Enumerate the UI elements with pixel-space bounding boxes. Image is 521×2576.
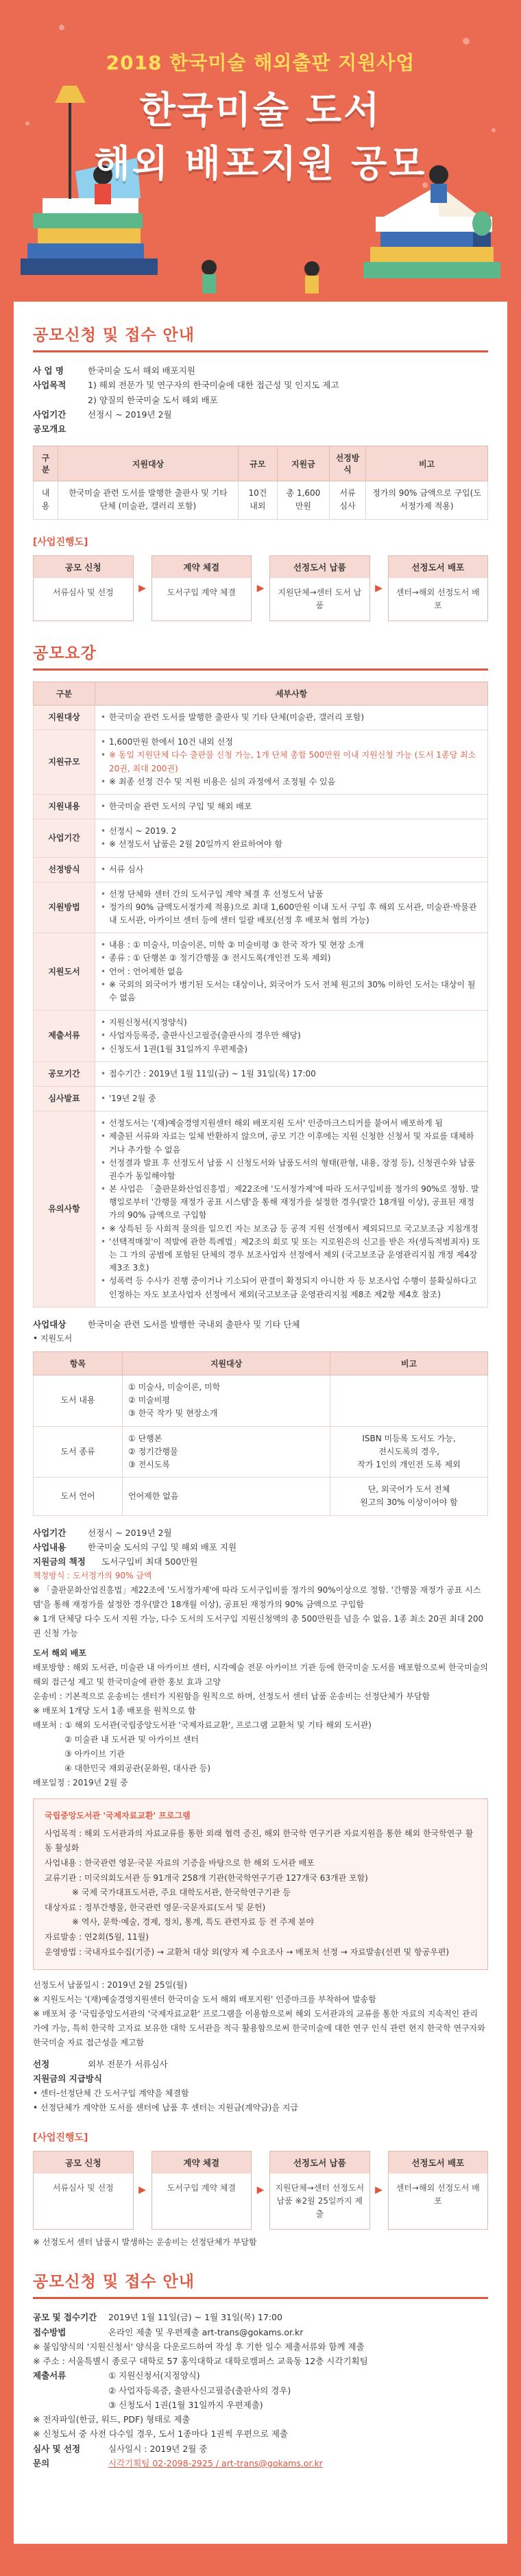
guidelines-table: 구분 세부사항 지원대상 • 한국미술 관련 도서를 발행한 출판사 및 기타 단체(미술관, 갤러리 포함) 지원규모 • 1,600만원 한에서 10건 내외 선정 • ※ 동일 지원단체 다수 출판물 신청 가능, 1개 단체 총합 500만원 이내 지원신청 가능 (도서 1종당 최소 20권, 최대 200권) • ※ 최종 선정 건수 및 지원 비용은 심의 과정에서 조정될 수 있음 지원내용 • 한국미술 관련 도서의 구입 및 해외 배포 사업기간 • 선정시 ~ 2019. 2 • ※ 선정도서 납품은 2월 20일까지 완료하여야 함 선정방식 • 서류 심사 지원방법 • 선정 단체와 센터 간의 도서구입 계약 체결 후 선정도서 납품 • 정가의 90% 금액도서정가제 적용)으로 최대 1,600만원 이내 도서 구입 후 해외 도서관, 미술관·박물관 내 도서관, 아카이브 센터 등에 센터 일괄 배포(선정 후 배포처 협의 가능) 지원도서 • 내용 : ① 미술사, 미술이론, 미학 ② 미술비평 ③ 한국 작가 및 현장 소개 • 종류 : ① 단행본 ② 정기간행물 ③ 전시도록(개인전 도록 제외) • 언어 : 언어제한 없음 • ※ 국외의 외국어가 병기된 도서는 대상이나, 외국어가 도서 전체 원고의 30% 이하인 도서는 대상이 될 수 없음 제출서류 • 지원신청서(지정양식) • 사업자등록증, 출판사신고필증(출판사의 경우만 해당) • 신청도서 1권(1월 31일까지 우편제출) 공모기간 • 접수기간 : 2019년 1월 11일(금) ~ 1월 31일(목) 17:00 심사발표 • '19년 2월 중 유의사항 • 선정도서는 '(재)예술경영지원센터 해외 배포지원 도서' 인증마크스티커를 붙여서 배포하게 됨 • 제출된 서류와 자료는 일체 반환하지 않으며, 공모 기간 이후에는 지원 신청한 신청서 및 자료를 대체하거나 추가할 수 없음 • 선정결과 발표 후 선정도서 납품 시 신청도서와 납품도서의 형태(판형, 내용, 장정 등), 신청권수와 납품권수가 동일해야함 • 본 사업은 「출판문화산업진흥법」제22조에 '도서정가제'에 따라 도서구입비를 정가의 90%로 정함. 발행일로부터 '간행물 재정가 공표 시스템'을 통해 재정가를 설정한 경우(발간 18개월 이상), 공표된 재정가의 90% 금액으로 구입함 • ※ 상특된 등 사회적 물의를 일으킨 자는 보조금 등 공적 지원 선정에서 제외되므로 국고보조금 지침개정 • '선택적매절'이 적발에 관한 특례법」제2조의 회로 및 또는 지로원은의 신고를 받은 자(생득적범죄자) 또는 그 가의 공범에 포함된 단체의 경우 보조사업자 선정에서 제외 (국고보조금 운영관리지침 개정 제4장 제3조 3호) • 성폭력 등 수사가 진행 중이거나 기소되어 판결이 확정되지 아니한 자 등 보조사업 수행이 불확실하다고 인정하는 자도 보조사업자 선정에서 제외(국고보조금 운영관리지침 제8조 제2항 제4호 참조) xyxy=(33,682,488,1308)
table-row: 도서 언어 언어제한 없음 단, 외국어가 도서 전체 원고의 30% 이상이어야 함 xyxy=(34,1478,488,1515)
arrow-right-icon: ▶ xyxy=(375,582,383,594)
budget-notes: 책정방식 : 도서정가의 90% 금액 ※ 「출판문화산업진흥법」제22조에 '도서정가제'에 따라 도서구입비를 정가의 90%이상으로 정함. '간행물 재정가 공표 시스템'을 통해 재정가를 설정한 경우(발간 18개월 이상), 공표된 재정가의 90% 금액으로 구입함 ※ 1개 단체당 다수 도서 지원 가능, 다수 도서의 도서구입 지원신청액의 총 500만원을 넘을 수 없음. 1종 최소 20권 최대 200권 신청 가능 xyxy=(33,1571,484,1639)
section1-rows xyxy=(33,363,488,436)
process-flow-2 xyxy=(33,2151,488,2230)
table-row: 선정방식 • 서류 심사 xyxy=(34,857,488,882)
row-budget: 지원금의 책정 도서구입비 최대 500만원 xyxy=(33,1556,198,1567)
row-target: 사업대상 한국미술 관련 도서를 발행한 국내외 출판사 및 기타 단체 xyxy=(33,1319,300,1329)
section-title-apply-guide: 공모신청 및 접수 안내 xyxy=(33,322,488,352)
row-payment: 지원금의 지급방식 xyxy=(33,2073,102,2084)
flow-step: 계약 체결 도서구입 계약 체결 xyxy=(152,555,252,621)
table-row: 제출서류 • 지원신청서(지정양식) • 사업자등록증, 출판사신고필증(출판사의 경우만 해당) • 신청도서 1권(1월 31일까지 우편제출) xyxy=(34,1011,488,1062)
process-flow xyxy=(33,555,488,621)
table-row: 내용 한국미술 관련 도서를 발행한 출판사 및 기타 단체 (미술관, 갤러리 포함) 10건 내외 총 1,600만원 서류 심사 정가의 90% 금액으로 구입(도서정가제 적용) xyxy=(34,481,488,519)
row-project-period: 사업기간 선정시 ~ 2019년 2월 xyxy=(33,409,172,420)
apply-details: 공모 및 접수기간 2019년 1월 11일(금) ~ 1월 31일(목) 17:00 접수방법 온라인 제출 및 우편제출 art-trans@gokams.or.kr ※ 붙임양식의 '지원신청서' 양식을 다운로드하여 작성 후 기한 일수 제출서류와 함께 제출 ※ 주소 : 서울특별시 종로구 대학로 57 홍익대학교 대학로캠퍼스 교육동 12층 시각기획팀 제출서류 ① 지원신청서(지정양식) ② 사업자등록증, 출판사신고필증(출판사의 경우) ③ 신청도서 1권(1월 31일까지 우편제출) ※ 전자파일(한글, 워드, PDF) 형태로 제출 ※ 신청도서 중 사전 다수일 경우, 도서 1종마다 1권씩 우편으로 제출 심사 및 선정 실사일시 : 2019년 2월 중 문의 시각기획팀 02-2098-2925 / art-trans@gokams.or.kr xyxy=(33,2312,368,2468)
table-row: 사업기간 • 선정시 ~ 2019. 2 • ※ 선정도서 납품은 2월 20일까지 완료하여야 함 xyxy=(34,819,488,857)
flow-note: ※ 선정도서 센터 납품시 발생하는 운송비는 선정단체가 부담함 xyxy=(33,2237,257,2248)
arrow-right-icon: ▶ xyxy=(256,2184,265,2196)
row-period2: 사업기간 선정시 ~ 2019년 2월 xyxy=(33,1527,172,1538)
hero-banner xyxy=(0,0,521,302)
row-project-purpose: 사업목적 1) 해외 전문가 및 연구자의 한국미술에 대한 접근성 및 인지도 제고 2) 양질의 한국미술 도서 해외 배포 xyxy=(33,380,339,405)
exchange-program-box: 국립중앙도서관 '국제자료교환' 프로그램 사업목적 : 해외 도서관과의 자료교류를 통한 외래 협력 증진, 해외 한국학 연구기관 자료지원을 통한 해외 한국학연구 활동 활성화 사업내용 : 한국관련 영문·국문 자료의 기증을 바탕으로 한 해외 도서관 배포 교류기관 : 미국의회도서관 등 91개국 258개 기관(한국학연구기관 127개국 63개관 포함) ※ 국제 국가대표도서관, 주요 대학도서관, 한국학연구기관 등 대상자료 : 정부간행물, 한국관련 영문·국문자료(도서 및 문헌) ※ 역사, 문학·예술, 경제, 정치, 통계, 특도 관련자료 등 전 주제 분야 자료발송 : 연2회(5월, 11월) 운영방법 : 국내자료수집(기증) → 교환처 대상 외(양자 제 수요조사 → 배포처 선정 → 자료발송(선편 및 항공우편) xyxy=(33,1798,488,1970)
flow-title-2: [사업진행도] xyxy=(33,2132,88,2143)
table-row: 지원방법 • 선정 단체와 센터 간의 도서구입 계약 체결 후 선정도서 납품 • 정가의 90% 금액도서정가제 적용)으로 최대 1,600만원 이내 도서 구입 후 해외 도서관, 미술관·박물관 내 도서관, 아카이브 센터 등에 센터 일괄 배포(선정 후 배포처 협의 가능) xyxy=(34,882,488,933)
table-row: 유의사항 • 선정도서는 '(재)예술경영지원센터 해외 배포지원 도서' 인증마크스티커를 붙여서 배포하게 됨 • 제출된 서류와 자료는 일체 반환하지 않으며, 공모 기간 이후에는 지원 신청한 신청서 및 자료를 대체하거나 추가할 수 없음 • 선정결과 발표 후 선정도서 납품 시 신청도서와 납품도서의 형태(판형, 내용, 장정 등), 신청권수와 납품권수가 동일해야함 • 본 사업은 「출판문화산업진흥법」제22조에 '도서정가제'에 따라 도서구입비를 정가의 90%로 정함. 발행일로부터 '간행물 재정가 공표 시스템'을 통해 재정가를 설정한 경우(발간 18개월 이상), 공표된 재정가의 90% 금액으로 구입함 • ※ 상특된 등 사회적 물의를 일으킨 자는 보조금 등 공적 지원 선정에서 제외되므로 국고보조금 지침개정 • '선택적매절'이 적발에 관한 특례법」제2조의 회로 및 또는 지로원은의 신고를 받은 자(생득적범죄자) 또는 그 가의 공범에 포함된 단체의 경우 보조사업자 선정에서 제외 (국고보조금 운영관리지침 개정 제4장 제3조 3호) • 성폭력 등 수사가 진행 중이거나 기소되어 판결이 확정되지 아니한 자 등 보조사업 수행이 불확실하다고 인정하는 자도 보조사업자 선정에서 제외(국고보조금 운영관리지침 제8조 제2항 제4호 참조) xyxy=(34,1111,488,1308)
flow-step: 공모 신청 서류심사 및 선정 xyxy=(33,555,134,621)
overview-table: 구분 지원대상 규모 지원금 선정방식 비고 내용 한국미술 관련 도서를 발행한 출판사 및 기타 단체 (미술관, 갤러리 포함) 10건 내외 총 1,600만원 서류 심사 정가의 90% 금액으로 구입(도서정가제 적용) xyxy=(33,446,488,519)
flow-step: 선정도서 납품 지원단체→센터 도서 납품 xyxy=(269,555,370,621)
flow-step: 선정도서 납품 지원단체→센터 선정도서 납품 ※2월 25일까지 제출 xyxy=(269,2151,370,2230)
table-row: 공모기간 • 접수기간 : 2019년 1월 11일(금) ~ 1월 31일(목) 17:00 xyxy=(34,1061,488,1086)
hero-title-line2: 해외 배포지원 공모 xyxy=(94,142,427,185)
table-row: 지원내용 • 한국미술 관련 도서의 구입 및 해외 배포 xyxy=(34,794,488,819)
sub-title-books: • 지원도서 xyxy=(33,1334,73,1343)
flow-title: [사업진행도] xyxy=(33,536,88,548)
plant-icon xyxy=(472,211,492,247)
contact-link[interactable]: 시각기획팀 02-2098-2925 / art-trans@gokams.or.kr xyxy=(108,2457,323,2468)
arrow-right-icon: ▶ xyxy=(138,2184,146,2196)
row-selection: 선정 외부 전문가 서류심사 xyxy=(33,2059,168,2070)
arrow-right-icon: ▶ xyxy=(256,582,265,594)
row-content2: 사업내용 한국미술 도서의 구입 및 해외 배포 지원 xyxy=(33,1541,237,1552)
flow-step: 선정도서 배포 센터→해외 선정도서 배포 xyxy=(388,2151,489,2230)
arrow-right-icon: ▶ xyxy=(375,2184,383,2196)
arrow-right-icon: ▶ xyxy=(138,582,146,594)
flow-step: 선정도서 배포 센터→해외 선정도서 배포 xyxy=(388,555,489,621)
table-row: 지원도서 • 내용 : ① 미술사, 미술이론, 미학 ② 미술비평 ③ 한국 작가 및 현장 소개 • 종류 : ① 단행본 ② 정기간행물 ③ 전시도록(개인전 도록 제외) • 언어 : 언어제한 없음 • ※ 국외의 외국어가 병기된 도서는 대상이나, 외국어가 도서 전체 원고의 30% 이하인 도서는 대상이 될 수 없음 xyxy=(34,933,488,1011)
row-project-name: 사 업 명 한국미술 도서 해외 배포지원 xyxy=(33,365,195,376)
section-title-guidelines: 공모요강 xyxy=(33,640,488,671)
content-paper xyxy=(14,302,507,2544)
delivery-notes: 선정도서 납품일시 : 2019년 2월 25일(월) ※ 지원도서는 '(재)예술경영지원센터 한국미술 도서 해외 배포지원' 인증마크를 부착하여 발송함 ※ 배포처 중 '국립중앙도서관의 '국제자료교환' 프로그램을 이용함으로써 해외 도서관과의 교류를 통한 자료의 지속적인 관리 가에 가능, 특히 한국학 고자료 보유한 대학 도서관을 적극 활용함으로써 한국미술에 대한 연구 인식 관련 현지 한국학 연구자와 한국미술 자료 접근성을 제고함 xyxy=(33,1980,485,2048)
table-row: 심사발표 • '19년 2월 중 xyxy=(34,1086,488,1111)
table-row: 지원대상 • 한국미술 관련 도서를 발행한 출판사 및 기타 단체(미술관, 갤러리 포함) xyxy=(34,706,488,730)
table-row: 지원규모 • 1,600만원 한에서 10건 내외 선정 • ※ 동일 지원단체 다수 출판물 신청 가능, 1개 단체 총합 500만원 이내 지원신청 가능 (도서 1종당 최소 20권, 최대 200권) • ※ 최종 선정 건수 및 지원 비용은 심의 과정에서 조정될 수 있음 xyxy=(34,730,488,795)
hero-title-line1: 한국미술 도서 xyxy=(139,88,382,132)
row-overview: 공모개요 xyxy=(33,424,66,434)
flow-step: 계약 체결 도서구입 계약 체결 xyxy=(152,2151,252,2230)
support-books-table: 항목 지원대상 비고 도서 내용 ① 미술사, 미술이론, 미학 ② 미술비평 ③ 한국 작가 및 현장소개 도서 종류 ① 단행본 ② 정기간행물 ③ 전시도록 ISBN 미등록 도서도 가능, 전시도록의 경우, 작가 1인의 개인전 도록 제외 도서 언어 언어제한 없음 단, 외국어가 도서 전체 원고의 30% 이상이어야 함 xyxy=(33,1351,488,1516)
section-title-apply-guide-2: 공모신청 및 접수 안내 xyxy=(33,2269,488,2299)
hero-subtitle: 2018 한국미술 해외출판 지원사업 xyxy=(106,51,415,74)
payment-notes: • 센터-선정단체 간 도서구입 계약을 체결함 • 선정단체가 계약한 도서를 센터에 납품 후 센터는 지원금(계약금)을 지급 xyxy=(33,2088,298,2112)
table-row: 도서 종류 ① 단행본 ② 정기간행물 ③ 전시도록 ISBN 미등록 도서도 가능, 전시도록의 경우, 작가 1인의 개인전 도록 제외 xyxy=(34,1426,488,1478)
distribution-block: 도서 해외 배포 배포방향 : 해외 도서관, 미술관 내 아카이브 센터, 시각예술 전문 아카이브 기관 등에 한국미술 도서를 배포함으로써 한국미술의 해외 접근성 제고 및 한국미술에 관한 홍보 효과 고양 운송비 : 기본적으로 운송비는 센터가 지원함을 원칙으로 하며, 선정도서 센터 납품 운송비는 선정단체가 부담함 ※ 배포처 1개당 도서 1종 배포를 원칙으로 함 배포처 : ① 해외 도서관(국립중앙도서관 '국제자료교환', 프로그램 교환처 및 기타 해외 도서관) ② 미술관 내 도서관 및 아카이브 센터 ③ 아카이브 기관 ④ 대한민국 재외공관(문화원, 대사관 등) 배포일정 : 2019년 2월 중 xyxy=(33,1648,488,1788)
table-row: 도서 내용 ① 미술사, 미술이론, 미학 ② 미술비평 ③ 한국 작가 및 현장소개 xyxy=(34,1375,488,1427)
flow-step: 공모 신청 서류심사 및 선정 xyxy=(33,2151,134,2230)
